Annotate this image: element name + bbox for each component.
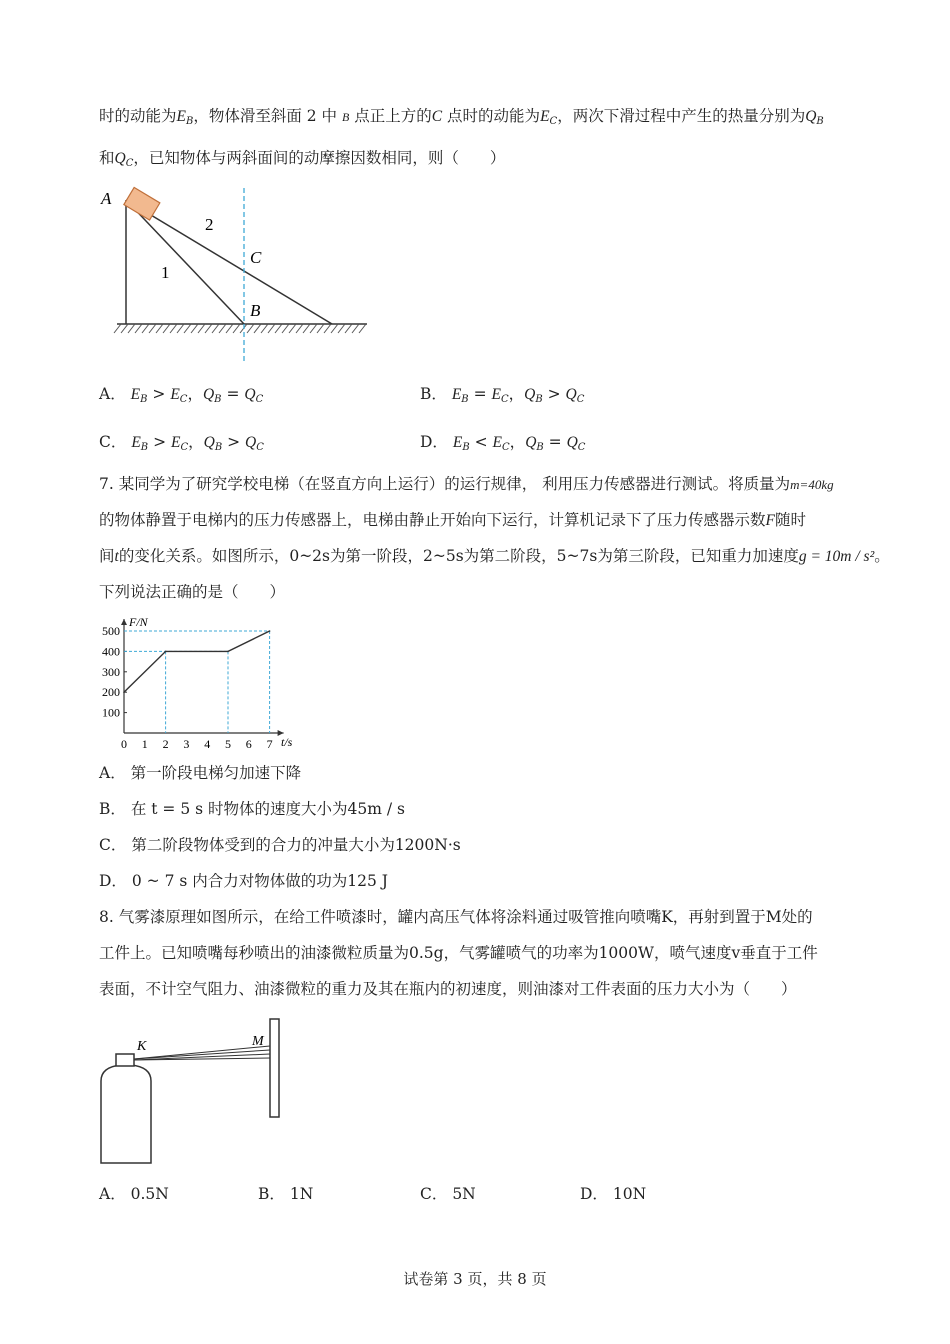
x-axis-label: t/s (281, 735, 293, 749)
y-tick-label: 200 (102, 685, 120, 700)
incline-2 (126, 200, 332, 324)
q6-text-line-2: 和$Q_C$，已知物体与两斜面间的动摩擦因数相同，则（ ） (99, 149, 506, 169)
q7-text-line-3: 间t的变化关系。如图所示，0~2s为第一阶段，2~5s为第二阶段，5~7s为第三阶段，已知重力加速度g = 10m / s²。 (99, 547, 890, 565)
q8-option-d[interactable]: D． 10N (580, 1185, 647, 1203)
label-C: C (250, 248, 262, 267)
q7-option-a[interactable]: A． 第一阶段电梯匀加速下降 (99, 764, 302, 782)
x-tick-label: 5 (225, 737, 231, 751)
q8-option-b[interactable]: B． 1N (258, 1185, 314, 1203)
workpiece (270, 1019, 279, 1117)
label-1: 1 (161, 263, 170, 282)
label-B: B (250, 301, 261, 320)
page-footer: 试卷第 3 页，共 8 页 (403, 1270, 547, 1288)
x-tick-label: 2 (162, 737, 169, 751)
q8-option-a[interactable]: A． 0.5N (99, 1185, 169, 1203)
data-point (227, 651, 229, 653)
q7-option-d[interactable]: D． 0 ~ 7 s 内合力对物体做的功为125 J (99, 872, 388, 890)
y-tick-label: 500 (102, 624, 120, 638)
nozzle (116, 1054, 134, 1066)
q7-text-line-1: 7. 某同学为了研究学校电梯（在竖直方向上运行）的运行规律， 利用压力传感器进行测试。将质量为m=40kg (99, 475, 834, 493)
q6-option-b[interactable]: B． $E_B = E_C$，$Q_B > Q_C$ (420, 385, 585, 405)
x-tick-label: 0 (121, 737, 127, 751)
data-point (269, 630, 271, 632)
y-tick-label: 100 (102, 705, 120, 720)
q8-text-line-2: 工件上。已知喷嘴每秒喷出的油漆微粒质量为0.5g，气雾罐喷气的功率为1000W，喷气速度v垂直于工件 (99, 944, 818, 962)
q6-option-c[interactable]: C． $E_B > E_C$，$Q_B > Q_C$ (99, 433, 264, 453)
sliding-block (124, 187, 160, 220)
y-axis-label: F/N (129, 615, 148, 629)
q7-text-line-2: 的物体静置于电梯内的压力传感器上，电梯由静止开始向下运行，计算机记录下了压力传感器示数F随时 (99, 511, 806, 529)
data-point (165, 651, 167, 653)
q8-text-line-3: 表面，不计空气阻力、油漆微粒的重力及其在瓶内的初速度，则油漆对工件表面的压力大小为（ ） (99, 980, 797, 998)
y-tick-label: 300 (102, 664, 120, 679)
q8-text-line-1: 8. 气雾漆原理如图所示，在给工件喷漆时，罐内高压气体将涂料通过吸管推向喷嘴K，再射到置于M处的 (99, 908, 813, 926)
q7-option-b[interactable]: B． 在 t = 5 s 时物体的速度大小为45m / s (99, 800, 405, 818)
q6-option-a[interactable]: A． $E_B > E_C$，$Q_B = Q_C$ (99, 385, 264, 405)
spray-can-body (101, 1065, 151, 1163)
q7-option-c[interactable]: C． 第二阶段物体受到的合力的冲量大小为1200N·s (99, 836, 461, 854)
q6-option-d[interactable]: D． $E_B < E_C$，$Q_B = Q_C$ (420, 433, 586, 453)
q6-text-line-1: 时的动能为$E_B$，物体滑至斜面 2 中 B 点正上方的C 点时的动能为$E_C$，两次下滑过程中产生的热量分别为$Q_B$ (99, 107, 824, 127)
data-point (123, 691, 125, 693)
x-tick-label: 4 (204, 737, 211, 751)
x-tick-label: 3 (183, 737, 190, 751)
x-tick-label: 7 (266, 737, 273, 751)
y-tick-label: 400 (102, 644, 120, 659)
label-K: K (137, 1039, 147, 1054)
label-2: 2 (205, 215, 214, 234)
incline-1 (126, 200, 244, 324)
x-tick-label: 6 (245, 737, 252, 751)
incline-figure (95, 180, 375, 370)
y-axis-arrow (121, 619, 127, 625)
force-series-line (124, 631, 270, 692)
spray-can-figure (95, 1015, 295, 1175)
label-M: M (252, 1034, 264, 1049)
q8-option-c[interactable]: C． 5N (420, 1185, 476, 1203)
q7-text-line-4: 下列说法正确的是（ ） (99, 583, 286, 601)
force-time-chart (95, 614, 305, 754)
spray-lines (134, 1046, 270, 1060)
label-A: A (101, 189, 112, 208)
x-tick-label: 1 (141, 737, 148, 751)
